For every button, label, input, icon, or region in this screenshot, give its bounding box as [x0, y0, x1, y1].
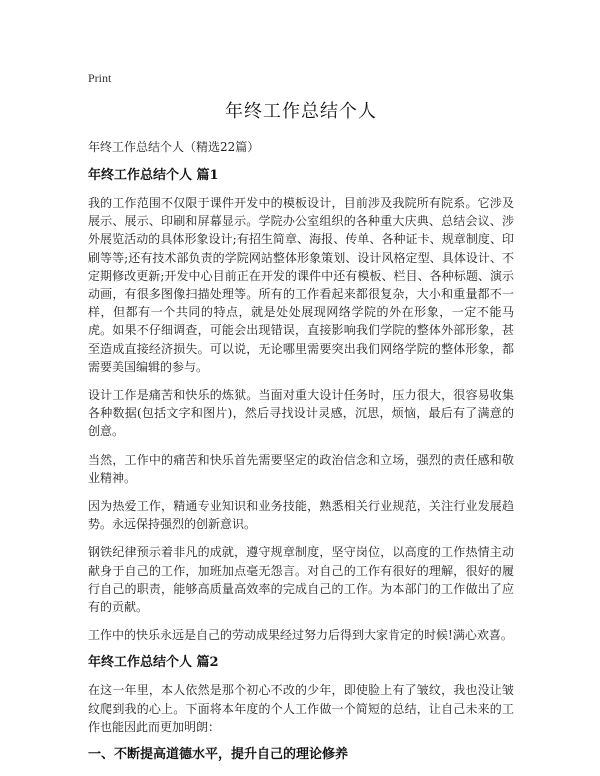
section-heading-2: 年终工作总结个人 篇2 — [88, 655, 219, 671]
subheading: 一、不断提高道德水平，提升自己的理论修养 — [88, 747, 349, 763]
document-title: 年终工作总结个人 — [225, 101, 377, 122]
paragraph: 设计工作是痛苦和快乐的炼狱。当面对重大设计任务时，压力很大，很容易收集各种数据(包括文字和图片)，然后寻找设计灵感，沉思，烦恼，最后有了满意的创意。 — [88, 388, 514, 439]
paragraph: 在这一年里，本人依然是那个初心不改的少年，即使脸上有了皱纹，我也没让皱纹爬到我的心上。下面将本年度的个人工作做一个简短的总结，让自己未来的工作也能因此而更加明朗： — [88, 683, 514, 734]
paragraph: 因为热爱工作，精通专业知识和业务技能，熟悉相关行业规范，关注行业发展趋势。永远保持强烈的创新意识。 — [88, 499, 514, 532]
paragraph: 钢铁纪律预示着非凡的成就，遵守规章制度，坚守岗位，以高度的工作热情主动献身于自己的工作，加班加点毫无怨言。对自己的工作有很好的理解，很好的履行自己的职责，能够高质量高效率的完成自己的工作。为本部门的工作做出了应有的贡献。 — [88, 545, 514, 615]
paragraph: 工作中的快乐永远是自己的劳动成果经过努力后得到大家肯定的时候!满心欢喜。 — [88, 628, 513, 643]
print-label[interactable]: Print — [88, 71, 112, 85]
paragraph: 当然，工作中的痛苦和快乐首先需要坚定的政治信念和立场，强烈的责任感和敬业精神。 — [88, 452, 514, 485]
paragraph: 我的工作范围不仅限于课件开发中的模板设计，目前涉及我院所有院系。它涉及展示、展示、印刷和屏幕显示。学院办公室组织的各种重大庆典、总结会议、涉外展览活动的具体形象设计;有招生简章、海报、传单、各种证卡、规章制度、印刷等等;还有技术部负责的学院网站整体形象策划、设计风格定型、具体设计、不定期修改更新;开发中心目前正在开发的课件中还有模板、栏目、各种标题、演示动画，有很多图像扫描处理等。所有的工作看起来都很复杂，大小和重量都不一样，但都有一个共同的特点，就是处处展现网络学院的外在形象，一定不能马虎。如果不仔细调查，可能会出现错误，直接影响我们学院的整体外部形象，甚至造成直接经济损失。可以说，无论哪里需要突出我们网络学院的整体形象，都需要美国编辑的参与。 — [88, 196, 514, 374]
section-heading-1: 年终工作总结个人 篇1 — [88, 168, 219, 183]
document-subtitle: 年终工作总结个人（精选22篇） — [88, 140, 260, 154]
